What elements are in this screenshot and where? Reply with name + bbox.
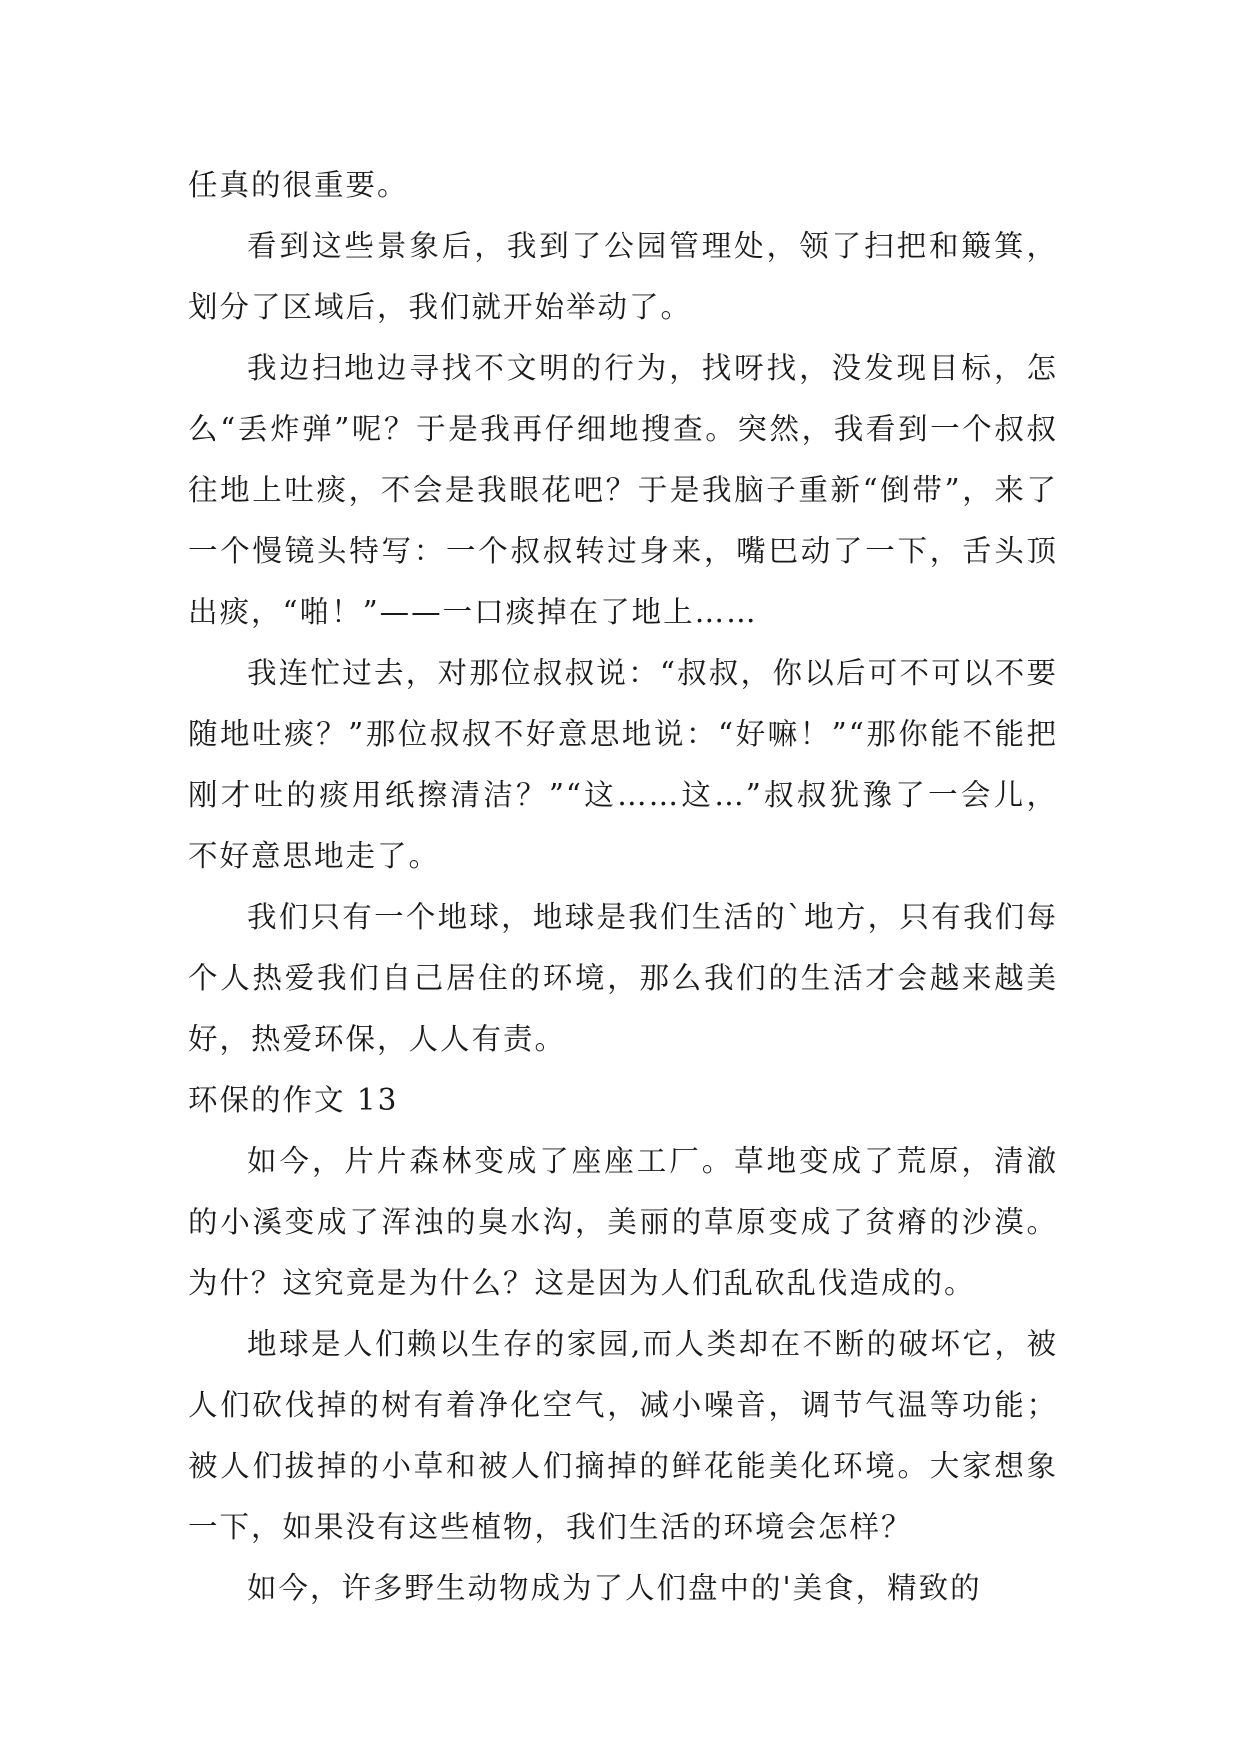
paragraph-5: 我们只有一个地球，地球是我们生活的`地方，只有我们每个人热爱我们自己居住的环境，那么我们的生活才会越来越美好，热爱环保，人人有责。 xyxy=(188,900,1058,1056)
paragraph-7: 地球是人们赖以生存的家园,而人类却在不断的破坏它，被人们砍伐掉的树有着净化空气，减小噪音，调节气温等功能；被人们拔掉的小草和被人们摘掉的鲜花能美化环境。大家想象一下，如果没有这些植物，我们生活的环境会怎样？ xyxy=(188,1327,1058,1544)
paragraph-2: 看到这些景象后，我到了公园管理处，领了扫把和簸箕，划分了区域后，我们就开始举动了。 xyxy=(188,229,1058,324)
section-heading: 环保的作文 13 xyxy=(188,1083,399,1117)
document-page xyxy=(188,155,1058,1619)
paragraph-1: 任真的很重要。 xyxy=(188,168,409,202)
paragraph-4: 我连忙过去，对那位叔叔说：“叔叔，你以后可不可以不要随地吐痰？”那位叔叔不好意思地说：“好嘛！”“那你能不能把刚才吐的痰用纸擦清洁？”“这……这…”叔叔犹豫了一会儿，不好意思地走了。 xyxy=(188,656,1058,873)
paragraph-6: 如今，片片森林变成了座座工厂。草地变成了荒原，清澈的小溪变成了浑浊的臭水沟，美丽的草原变成了贫瘠的沙漠。为什？这究竟是为什么？这是因为人们乱砍乱伐造成的。 xyxy=(188,1144,1058,1300)
paragraph-3: 我边扫地边寻找不文明的行为，找呀找，没发现目标，怎么“丢炸弹”呢？于是我再仔细地搜查。突然，我看到一个叔叔往地上吐痰，不会是我眼花吧？于是我脑子重新“倒带”，来了一个慢镜头特写：一个叔叔转过身来，嘴巴动了一下，舌头顶出痰，“啪！”——一口痰掉在了地上…… xyxy=(188,351,1058,629)
paragraph-8: 如今，许多野生动物成为了人们盘中的'美食，精致的 xyxy=(247,1571,982,1605)
